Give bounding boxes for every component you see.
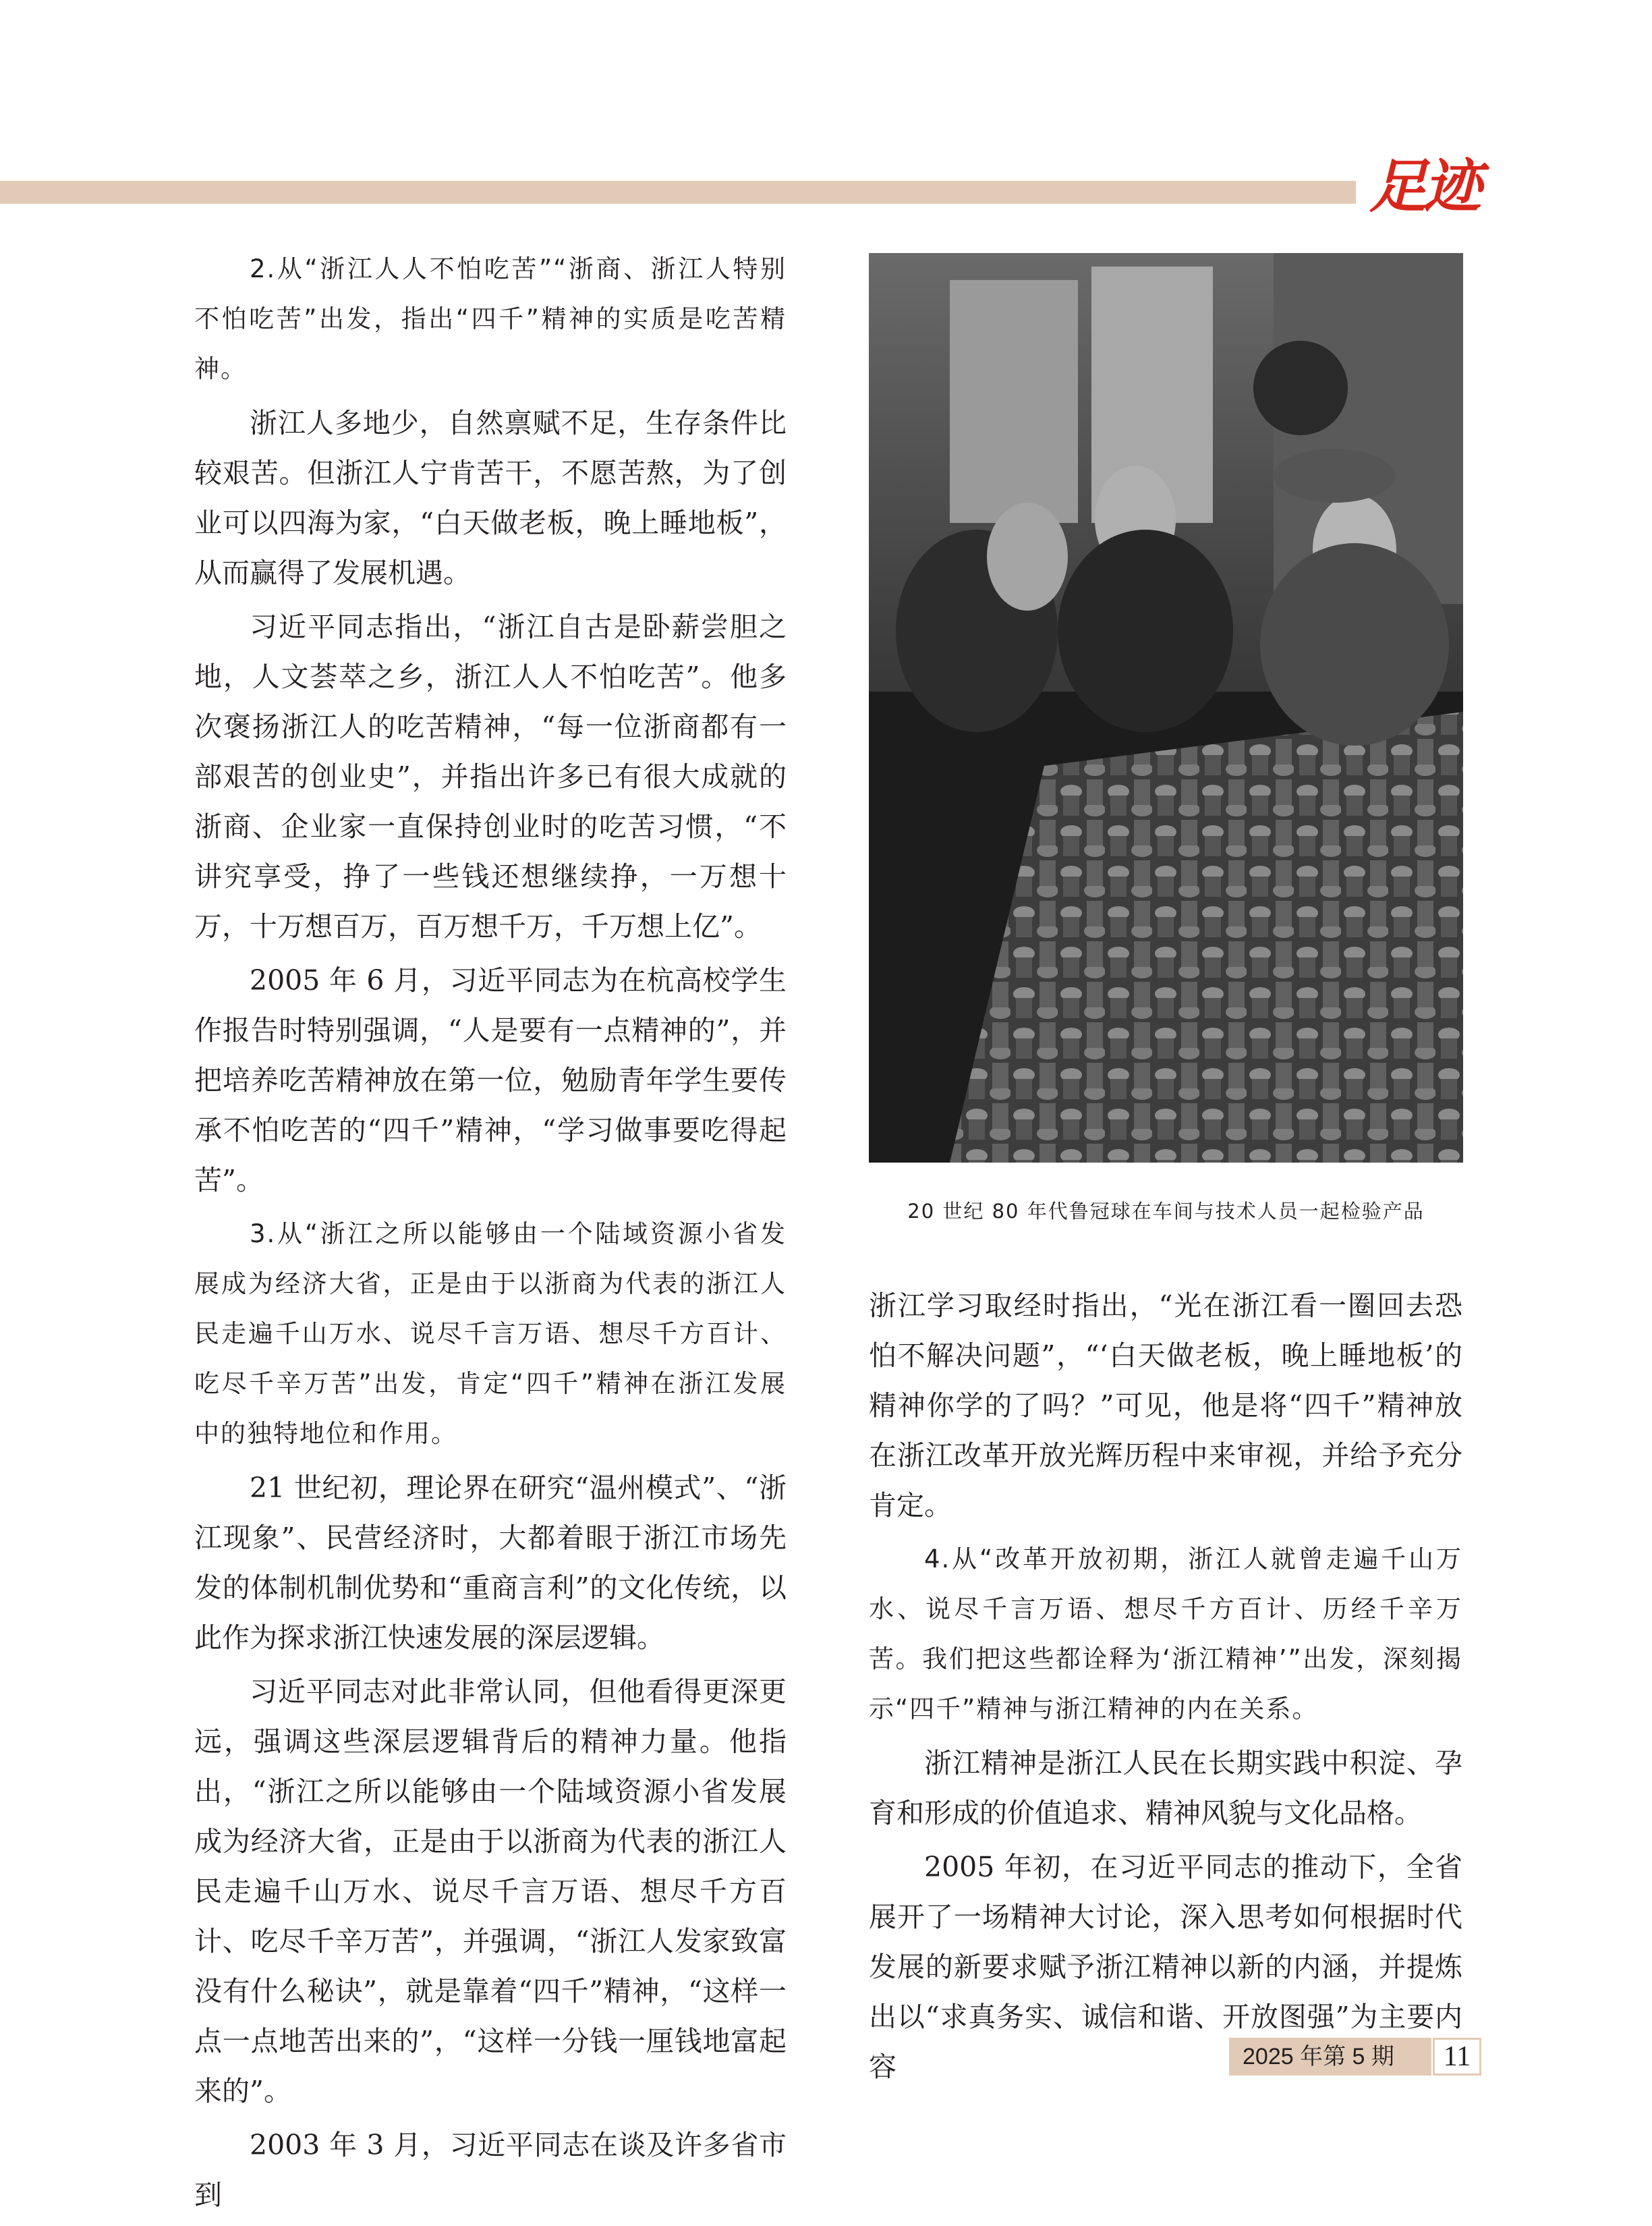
- section-heading-2: 2.从“浙江人人不怕吃苦”“浙商、浙江人特别不怕吃苦”出发，指出“四千”精神的实质是吃苦精神。: [194, 254, 787, 383]
- left-column: [194, 244, 787, 2220]
- paragraph-continued: 浙江学习取经时指出，“光在浙江看一圈回去恐怕不解决问题”，“‘白天做老板，晚上睡地板’的精神你学的了吗？”可见，他是将“四千”精神放在浙江改革开放光辉历程中来审视，并给予充分肯定。: [869, 1289, 1462, 1522]
- paragraph: 2005 年初，在习近平同志的推动下，全省展开了一场精神大讨论，深入思考如何根据时代发展的新要求赋予浙江精神以新的内涵，并提炼出以“求真务实、诚信和谐、开放图强”为主要内容: [869, 1851, 1462, 2083]
- header-bar: [0, 181, 1356, 204]
- issue-label: 2025 年第 5 期: [1229, 2038, 1431, 2076]
- photo-image: [869, 253, 1463, 1163]
- paragraph: 2003 年 3 月，习近平同志在谈及许多省市到: [194, 2129, 787, 2211]
- paragraph: 浙江精神是浙江人民在长期实践中积淀、孕育和形成的价值追求、精神风貌与文化品格。: [869, 1747, 1462, 1829]
- paragraph: 习近平同志对此非常认同，但他看得更深更远，强调这些深层逻辑背后的精神力量。他指出，“浙江之所以能够由一个陆域资源小省发展成为经济大省，正是由于以浙商为代表的浙江人民走遍千山万水、说尽千言万语、想尽千方百计、吃尽千辛万苦”，并强调，“浙江人发家致富没有什么秘诀”，就是靠着“四千”精神，“这样一点一点地苦出来的”，“这样一分钱一厘钱地富起来的”。: [194, 1675, 787, 2107]
- right-column: [869, 1281, 1462, 2092]
- photo-caption: 20 世纪 80 年代鲁冠球在车间与技术人员一起检验产品: [907, 1200, 1425, 1223]
- paragraph: 2005 年 6 月，习近平同志为在杭高校学生作报告时特别强调，“人是要有一点精神的”，并把培养吃苦精神放在第一位，勉励青年学生要传承不怕吃苦的“四千”精神，“学习做事要吃得起苦”。: [194, 964, 787, 1196]
- page-number: 11: [1433, 2038, 1481, 2076]
- paragraph: 21 世纪初，理论界在研究“温州模式”、“浙江现象”、民营经济时，大都着眼于浙江市场先发的体制机制优势和“重商言利”的文化传统，以此作为探求浙江快速发展的深层逻辑。: [194, 1472, 787, 1654]
- paragraph: 浙江人多地少，自然禀赋不足，生存条件比较艰苦。但浙江人宁肯苦干，不愿苦熬，为了创业可以四海为家，“白天做老板，晚上睡地板”，从而赢得了发展机遇。: [194, 407, 787, 589]
- section-heading-3: 3.从“浙江之所以能够由一个陆域资源小省发展成为经济大省，正是由于以浙商为代表的浙江人民走遍千山万水、说尽千言万语、想尽千方百计、吃尽千辛万苦”出发，肯定“四千”精神在浙江发展中的独特地位和作用。: [194, 1219, 787, 1448]
- section-heading-4: 4.从“改革开放初期，浙江人就曾走遍千山万水、说尽千言万语、想尽千方百计、历经千辛万苦。我们把这些都诠释为‘浙江精神’”出发，深刻揭示“四千”精神与浙江精神的内在关系。: [869, 1545, 1462, 1723]
- paragraph: 习近平同志指出，“浙江自古是卧薪尝胆之地，人文荟萃之乡，浙江人人不怕吃苦”。他多次褒扬浙江人的吃苦精神，“每一位浙商都有一部艰苦的创业史”，并指出许多已有很大成就的浙商、企业家一直保持创业时的吃苦习惯，“不讲究享受，挣了一些钱还想继续挣，一万想十万，十万想百万，百万想千万，千万想上亿”。: [194, 611, 787, 943]
- photo-workshop: [869, 253, 1463, 1163]
- brand-logo: 足迹: [1369, 152, 1477, 221]
